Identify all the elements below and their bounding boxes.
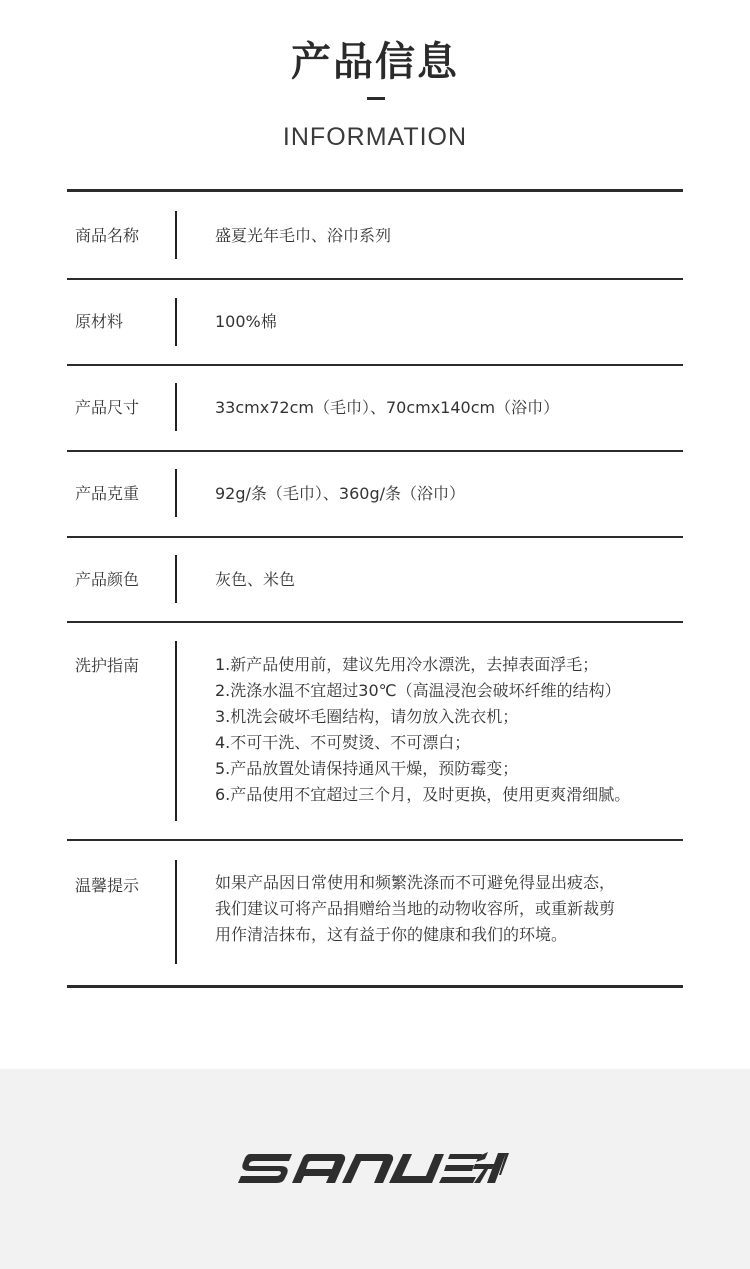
care-guide-item: 4.不可干洗、不可熨烫、不可漂白； [215,733,471,752]
row-label: 产品颜色 [75,570,140,589]
row-separator [67,621,683,623]
page-title: 产品信息 [291,39,459,85]
care-guide-item: 3.机洗会破坏毛圈结构，请勿放入洗衣机； [215,707,519,726]
care-guide-list [215,652,630,808]
tips-text [215,870,615,948]
row-label: 产品克重 [75,484,140,503]
page-subtitle: INFORMATION [282,123,468,151]
column-divider [175,641,177,821]
row-value: 33cmx72cm（毛巾）、70cmx140cm（浴巾） [215,398,560,417]
care-guide-item: 6.产品使用不宜超过三个月，及时更换，使用更爽滑细腻。 [215,785,631,804]
row-label: 洗护指南 [75,656,140,675]
row-label: 温馨提示 [75,876,140,895]
title-dash-divider [367,97,385,100]
row-label: 原材料 [75,312,124,331]
row-value: 100%棉 [215,312,277,331]
sanli-logo-icon [236,1150,511,1186]
column-divider [175,860,177,964]
row-separator [67,536,683,538]
row-separator [67,364,683,366]
column-divider [175,211,177,259]
row-separator [67,839,683,841]
tips-line: 用作清洁抹布，这有益于你的健康和我们的环境。 [215,925,568,944]
care-guide-item: 5.产品放置处请保持通风干燥，预防霉变； [215,759,519,778]
row-label: 产品尺寸 [75,398,140,417]
column-divider [175,469,177,517]
brand-logo [236,1150,511,1190]
row-separator [67,278,683,280]
care-guide-item: 2.洗涤水温不宜超过30℃（高温浸泡会破坏纤维的结构） [215,681,621,700]
row-value: 盛夏光年毛巾、浴巾系列 [215,226,392,245]
tips-line: 如果产品因日常使用和频繁洗涤而不可避免得显出疲态， [215,873,616,892]
row-label: 商品名称 [75,226,140,245]
row-separator [67,450,683,452]
column-divider [175,298,177,346]
row-value: 92g/条（毛巾）、360g/条（浴巾） [215,484,465,503]
table-bottom-rule [67,985,683,988]
care-guide-item: 1.新产品使用前，建议先用冷水漂洗，去掉表面浮毛； [215,655,599,674]
column-divider [175,555,177,603]
column-divider [175,383,177,431]
row-value: 灰色、米色 [215,570,296,589]
tips-line: 我们建议可将产品捐赠给当地的动物收容所，或重新裁剪 [215,899,616,918]
table-top-rule [67,189,683,192]
